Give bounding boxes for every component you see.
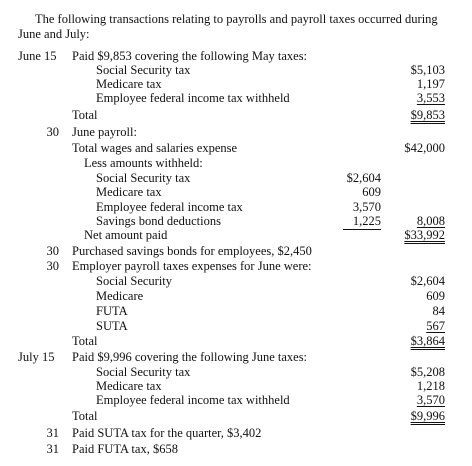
item-label: Savings bond deductions xyxy=(96,214,221,228)
item-label: Medicare xyxy=(96,289,144,303)
amount: 3,553 xyxy=(416,91,445,105)
amount: 609 xyxy=(426,289,445,303)
total-label: Total xyxy=(72,108,98,122)
transaction-june-15: Paid $9,853 covering the following May taxes: xyxy=(72,49,308,63)
item-label: Medicare tax xyxy=(96,77,162,91)
item-label: Medicare tax xyxy=(96,379,162,393)
underline-rule xyxy=(343,229,381,230)
transaction-june-payroll: June payroll: xyxy=(72,125,137,139)
amount: 1,197 xyxy=(416,77,445,91)
withheld-amount: 1,225 xyxy=(352,214,381,228)
item-label: Social Security tax xyxy=(96,63,191,77)
intro-line-2: June and July: xyxy=(18,27,90,41)
total-amount: $9,996 xyxy=(410,409,445,423)
item-label: SUTA xyxy=(96,319,128,333)
amount: $5,208 xyxy=(410,365,445,379)
amount: 567 xyxy=(426,319,445,333)
withheld-amount: $2,604 xyxy=(346,171,381,185)
transaction-futa-payment: Paid FUTA tax, $658 xyxy=(72,442,178,456)
total-label: Total xyxy=(72,334,98,348)
total-amount: $33,992 xyxy=(404,228,445,242)
transaction-savings-bonds: Purchased savings bonds for employees, $2,450 xyxy=(72,244,312,258)
date-july-31: 31 xyxy=(46,426,59,440)
amount: $5,103 xyxy=(410,63,445,77)
transaction-july-15: Paid $9,996 covering the following June taxes: xyxy=(72,350,308,364)
amount: $42,000 xyxy=(404,141,445,155)
item-label: Employee federal income tax withheld xyxy=(96,393,290,407)
transaction-employer-taxes: Employer payroll taxes expenses for June were: xyxy=(72,259,312,273)
amount: $2,604 xyxy=(410,274,445,288)
amount: 3,570 xyxy=(416,393,445,407)
subheading: Less amounts withheld: xyxy=(84,156,203,170)
date-july-15: July 15 xyxy=(18,350,55,364)
date-june-30: 30 xyxy=(46,259,59,273)
item-label: Net amount paid xyxy=(84,228,168,242)
item-label: Total wages and salaries expense xyxy=(72,141,238,155)
amount: 8,008 xyxy=(416,214,445,228)
item-label: Social Security tax xyxy=(96,365,191,379)
withheld-amount: 609 xyxy=(362,185,381,199)
date-june-15: June 15 xyxy=(18,49,57,63)
intro-line-1: The following transactions relating to payrolls and payroll taxes occurred during xyxy=(35,12,438,26)
item-label: Social Security tax xyxy=(96,171,191,185)
transaction-suta-payment: Paid SUTA tax for the quarter, $3,402 xyxy=(72,426,262,440)
total-label: Total xyxy=(72,409,98,423)
date-june-30: 30 xyxy=(46,244,59,258)
total-amount: $9,853 xyxy=(410,108,445,122)
item-label: Medicare tax xyxy=(96,185,162,199)
item-label: Social Security xyxy=(96,274,173,288)
item-label: FUTA xyxy=(96,304,128,318)
amount: 84 xyxy=(432,304,445,318)
item-label: Employee federal income tax xyxy=(96,200,243,214)
total-amount: $3,864 xyxy=(410,334,445,348)
withheld-amount: 3,570 xyxy=(352,200,381,214)
amount: 1,218 xyxy=(416,379,445,393)
date-july-31: 31 xyxy=(46,442,59,456)
item-label: Employee federal income tax withheld xyxy=(96,91,290,105)
date-june-30: 30 xyxy=(46,125,59,139)
